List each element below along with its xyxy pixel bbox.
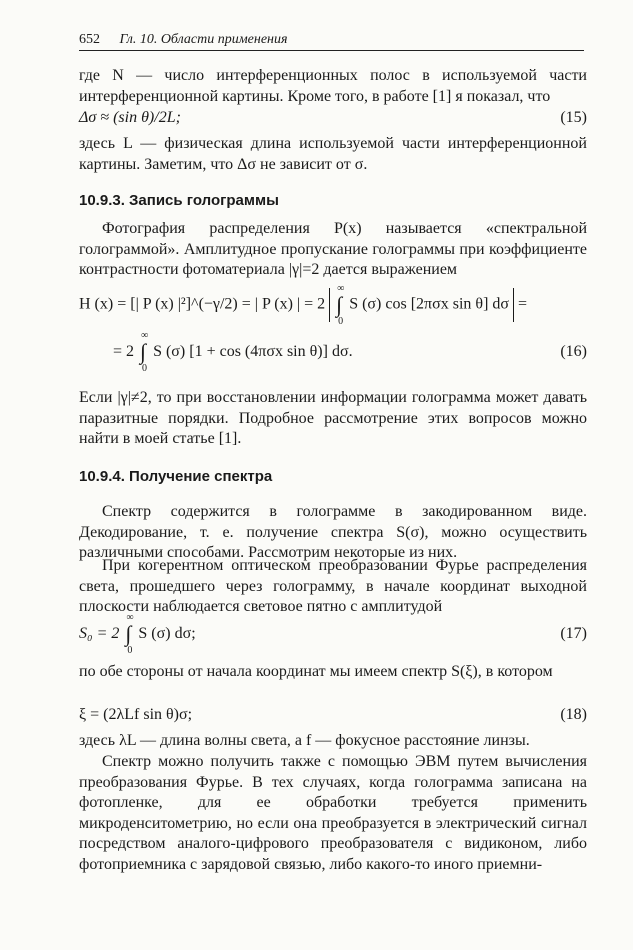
paragraph-6: При когерентном оптическом преобразовании Фурье распределения света, прошедшего через голограмму, в начале координат выходной плоскости наблюдается световое пятно с амплитудой <box>79 557 587 615</box>
paragraph-3: Фотография распределения P(x) называется «спектральной голограммой». Амплитудное пропускание голограммы при коэффициенте контрастности фотоматериала |γ|=2 дается выражением <box>79 220 587 278</box>
integral-upper-limit: ∞ <box>126 612 134 624</box>
paragraph-7: по обе стороны от начала координат мы имеем спектр S(ξ), в котором <box>79 663 553 680</box>
equation-16-line-1 <box>79 283 587 327</box>
integral-lower-limit: 0 <box>338 316 344 327</box>
equation-16-integrand: S (σ) cos [2πσx sin θ] dσ <box>349 295 510 313</box>
paragraph-2: здесь L — физическая длина используемой части интерференционной картины. Заметим, что Δσ не зависит от σ. <box>79 135 587 173</box>
equation-15 <box>79 106 587 130</box>
equation-16b-lhs: = 2 <box>113 343 135 360</box>
paragraph-8: здесь λL — длина волны света, а f — фокусное расстояние линзы. <box>79 732 530 749</box>
page-number: 652 <box>79 32 100 47</box>
integral-sign: ∫ ∞ 0 <box>125 625 131 643</box>
equation-16-line-2 <box>79 330 587 375</box>
paragraph-4: Если |γ|≠2, то при восстановлении информации голограмма может давать паразитные порядки. Подробное рассмотрение этих вопросов можно найти в моей статье [1]. <box>79 389 587 447</box>
equation-16-number: (16) <box>560 343 587 360</box>
integral-lower-limit: 0 <box>127 645 133 657</box>
abs-bar-left <box>329 288 330 322</box>
equation-15-text: Δσ ≈ (sin θ)/2L; <box>79 109 181 126</box>
section-heading-10-9-4: 10.9.4. Получение спектра <box>79 468 273 485</box>
running-title: Гл. 10. Области применения <box>119 32 288 47</box>
equation-16b-integrand: S (σ) [1 + cos (4πσx sin θ)] dσ. <box>153 343 353 360</box>
paragraph-9: Спектр можно получить также с помощью ЭВМ путем вычисления преобразования Фурье. В тех случаях, когда голограмма записана на фотопленке, для ее обработки требуется применить микроденситометрию, но если она преобразуется в электрический сигнал посредством аналого-цифрового преобразователя с видиконом, либо фотоприемника с зарядовой связью, либо какого-то иного приемни- <box>79 753 587 873</box>
paragraph-5: Спектр содержится в голограмме в закодированном виде. Декодирование, т. е. получение спектра S(σ), можно осуществить различными способами. Рассмотрим некоторые из них. <box>79 503 587 561</box>
equation-15-number: (15) <box>560 109 587 126</box>
running-header <box>79 32 584 51</box>
abs-bar-right <box>513 288 514 322</box>
equation-17 <box>79 612 587 657</box>
equation-18-text: ξ = (2λLf sin θ)σ; <box>79 706 193 723</box>
equation-16-equals: = <box>518 295 528 313</box>
integral-lower-limit: 0 <box>142 363 148 375</box>
integral-upper-limit: ∞ <box>337 283 345 294</box>
paragraph-1: где N — число интерференционных полос в используемой части интерференционной картины. Кроме того, в работе [1] я показал, что <box>79 67 587 105</box>
equation-17-lhs: S₀ = 2 <box>79 625 120 642</box>
integral-sign: ∫ ∞ 0 <box>140 343 146 361</box>
equation-16-lhs: H (x) = [| P (x) |²]^(−γ/2) = | P (x) | = 2 <box>79 295 326 313</box>
equation-18 <box>79 703 587 727</box>
equation-18-number: (18) <box>560 706 587 723</box>
integral-sign: ∫ ∞ 0 <box>336 296 342 314</box>
equation-17-integrand: S (σ) dσ; <box>138 625 196 642</box>
section-heading-10-9-3: 10.9.3. Запись голограммы <box>79 192 279 209</box>
integral-upper-limit: ∞ <box>141 330 149 342</box>
equation-17-number: (17) <box>560 625 587 642</box>
